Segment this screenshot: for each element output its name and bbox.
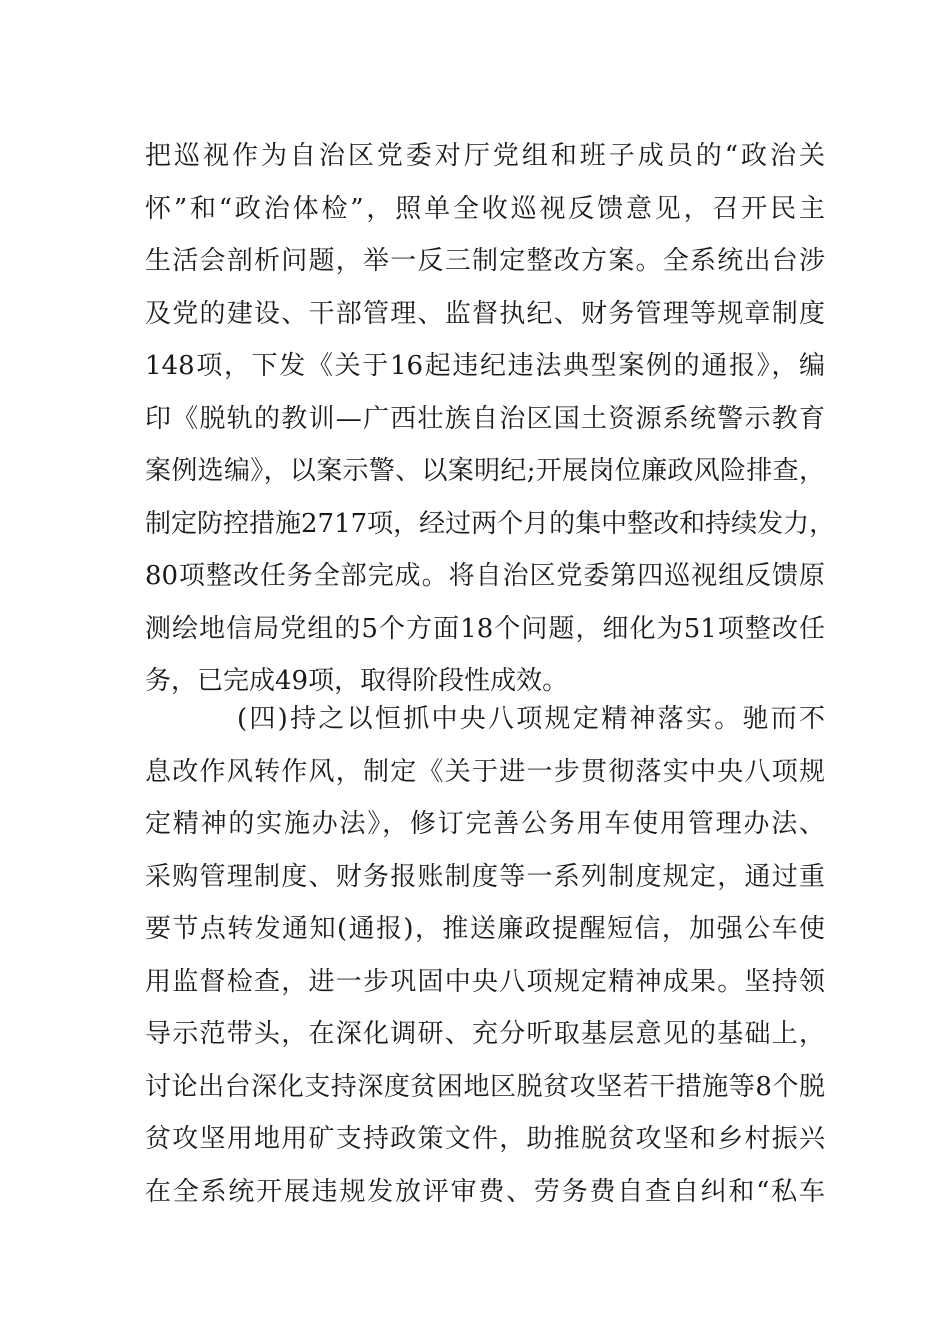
text-line: 贫攻坚用地用矿支持政策文件，助推脱贫攻坚和乡村振兴	[145, 1124, 825, 1154]
text-line: 怀”和“政治体检”，照单全收巡视反馈意见，召开民主	[145, 193, 825, 224]
text-line: 讨论出台深化支持深度贫困地区脱贫攻坚若干措施等8个脱	[145, 1071, 825, 1102]
text-line: 生活会剖析问题，举一反三制定整改方案。全系统出台涉	[145, 246, 825, 276]
text-line: 印《脱轨的教训—广西壮族自治区国土资源系统警示教育	[145, 403, 825, 434]
text-line: 导示范带头，在深化调研、充分听取基层意见的基础上，	[145, 1019, 825, 1049]
section-heading-line: (四)持之以恒抓中央八项规定精神落实。驰而不	[237, 704, 825, 734]
text-line: 及党的建设、干部管理、监督执纪、财务管理等规章制度	[145, 298, 825, 329]
text-line: 要节点转发通知(通报)，推送廉政提醒短信，加强公车使	[145, 914, 825, 944]
text-line: 在全系统开展违规发放评审费、劳务费自查自纠和“私车	[145, 1176, 825, 1207]
paragraph-inspection-rectification	[145, 130, 836, 708]
text-line: 80项整改任务全部完成。将自治区党委第四巡视组反馈原	[145, 561, 825, 591]
text-line: 案例选编》，以案示警、以案明纪;开展岗位廉政风险排查，	[145, 456, 825, 486]
text-line: 采购管理制度、财务报账制度等一系列制度规定，通过重	[145, 861, 825, 892]
text-line: 148项，下发《关于16起违纪违法典型案例的通报》，编	[145, 351, 825, 381]
text-line: 定精神的实施办法》，修订完善公务用车使用管理办法、	[145, 809, 825, 839]
text-line: 务，已完成49项，取得阶段性成效。	[145, 666, 569, 696]
text-line: 把巡视作为自治区党委对厅党组和班子成员的“政治关	[145, 141, 825, 171]
text-line: 用监督检查，进一步巩固中央八项规定精神成果。坚持领	[145, 966, 825, 997]
text-line: 息改作风转作风，制定《关于进一步贯彻落实中央八项规	[145, 756, 825, 787]
text-line: 制定防控措施2717项，经过两个月的集中整改和持续发力，	[145, 508, 836, 539]
text-line: 测绘地信局党组的5个方面18个问题，细化为51项整改任	[145, 613, 825, 644]
paragraph-eight-point-regulation	[145, 693, 825, 1218]
